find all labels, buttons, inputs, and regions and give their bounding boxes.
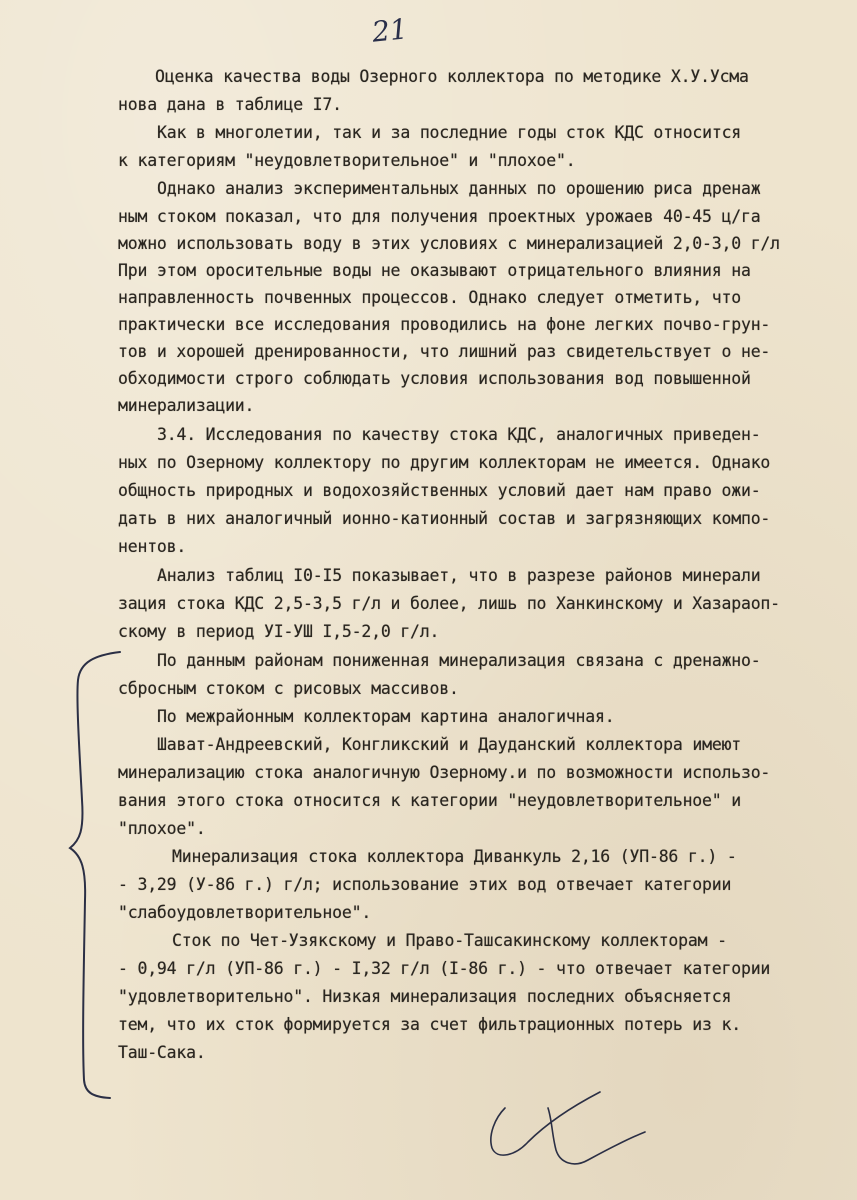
page-number: 21 xyxy=(370,12,410,49)
text-line: 3.4. Исследования по качеству стока КДС, аналогичных приведен- xyxy=(157,425,761,444)
text-line: При этом оросительные воды не оказывают отрицательного влияния на xyxy=(118,261,751,280)
text-line: По данным районам пониженная минерализация связана с дренажно- xyxy=(157,651,761,670)
text-line: Таш-Сака. xyxy=(118,1043,206,1062)
text-line: тов и хорошей дренированности, что лишний раз свидетельствует о не- xyxy=(118,342,771,361)
text-line: Оценка качества воды Озерного коллектора по методике Х.У.Усма xyxy=(155,67,749,86)
text-line: Как в многолетии, так и за последние годы сток КДС относится xyxy=(157,123,742,142)
text-line: зация стока КДС 2,5-3,5 г/л и более, лишь по Ханкинскому и Хазараоп- xyxy=(118,594,780,613)
text-line: "слабоудовлетворительное". xyxy=(118,903,372,922)
text-line: общность природных и водохозяйственных условий дает нам право ожи- xyxy=(118,481,761,500)
text-line: сбросным стоком с рисовых массивов. xyxy=(118,679,459,698)
text-line: Однако анализ экспериментальных данных по орошению риса дренаж xyxy=(157,179,761,198)
text-line: дать в них аналогичный ионно-катионный состав и загрязняющих компо- xyxy=(118,509,771,528)
text-line: "плохое". xyxy=(118,819,206,838)
text-line: Шават-Андреевский, Конгликский и Дауданский коллектора имеют xyxy=(157,735,742,754)
text-line: - 0,94 г/л (УП-86 г.) - I,32 г/л (I-86 г.) - что отвечает категории xyxy=(118,959,771,978)
text-line: скому в период УI-УШ I,5-2,0 г/л. xyxy=(118,622,440,641)
text-line: направленность почвенных процессов. Однако следует отметить, что xyxy=(118,288,741,307)
text-line: тем, что их сток формируется за счет фильтрационных потерь из к. xyxy=(118,1015,741,1034)
text-line: практически все исследования проводились на фоне легких почво-грун- xyxy=(118,315,771,334)
text-line: ным стоком показал, что для получения проектных урожаев 40-45 ц/га xyxy=(118,207,761,226)
text-line: к категориям "неудовлетворительное" и "плохое". xyxy=(118,151,576,170)
text-line: нова дана в таблице I7. xyxy=(118,95,342,114)
text-line: нентов. xyxy=(118,537,187,556)
text-line: Анализ таблиц I0-I5 показывает, что в разрезе районов минерали xyxy=(157,566,761,585)
text-line: минерализации. xyxy=(118,396,255,415)
text-line: минерализацию стока аналогичную Озерному.и по возможности использо- xyxy=(118,763,771,782)
text-line: ных по Озерному коллектору по другим коллекторам не имеется. Однако xyxy=(118,453,771,472)
text-line: - 3,29 (У-86 г.) г/л; использование этих вод отвечает категории xyxy=(118,875,732,894)
text-line: По межрайонным коллекторам картина аналогичная. xyxy=(157,707,615,726)
text-line: Сток по Чет-Узякскому и Право-Ташсакинскому коллекторам - xyxy=(172,931,727,950)
text-line: обходимости строго соблюдать условия использования вод повышенной xyxy=(118,369,751,388)
text-line: можно использовать воду в этих условиях с минерализацией 2,0-3,0 г/л xyxy=(118,234,780,253)
text-line: Минерализация стока коллектора Диванкуль 2,16 (УП-86 г.) - xyxy=(172,847,737,866)
text-line: вания этого стока относится к категории "неудовлетворительное" и xyxy=(118,791,741,810)
text-line: "удовлетворительно". Низкая минерализация последних объясняется xyxy=(118,987,732,1006)
